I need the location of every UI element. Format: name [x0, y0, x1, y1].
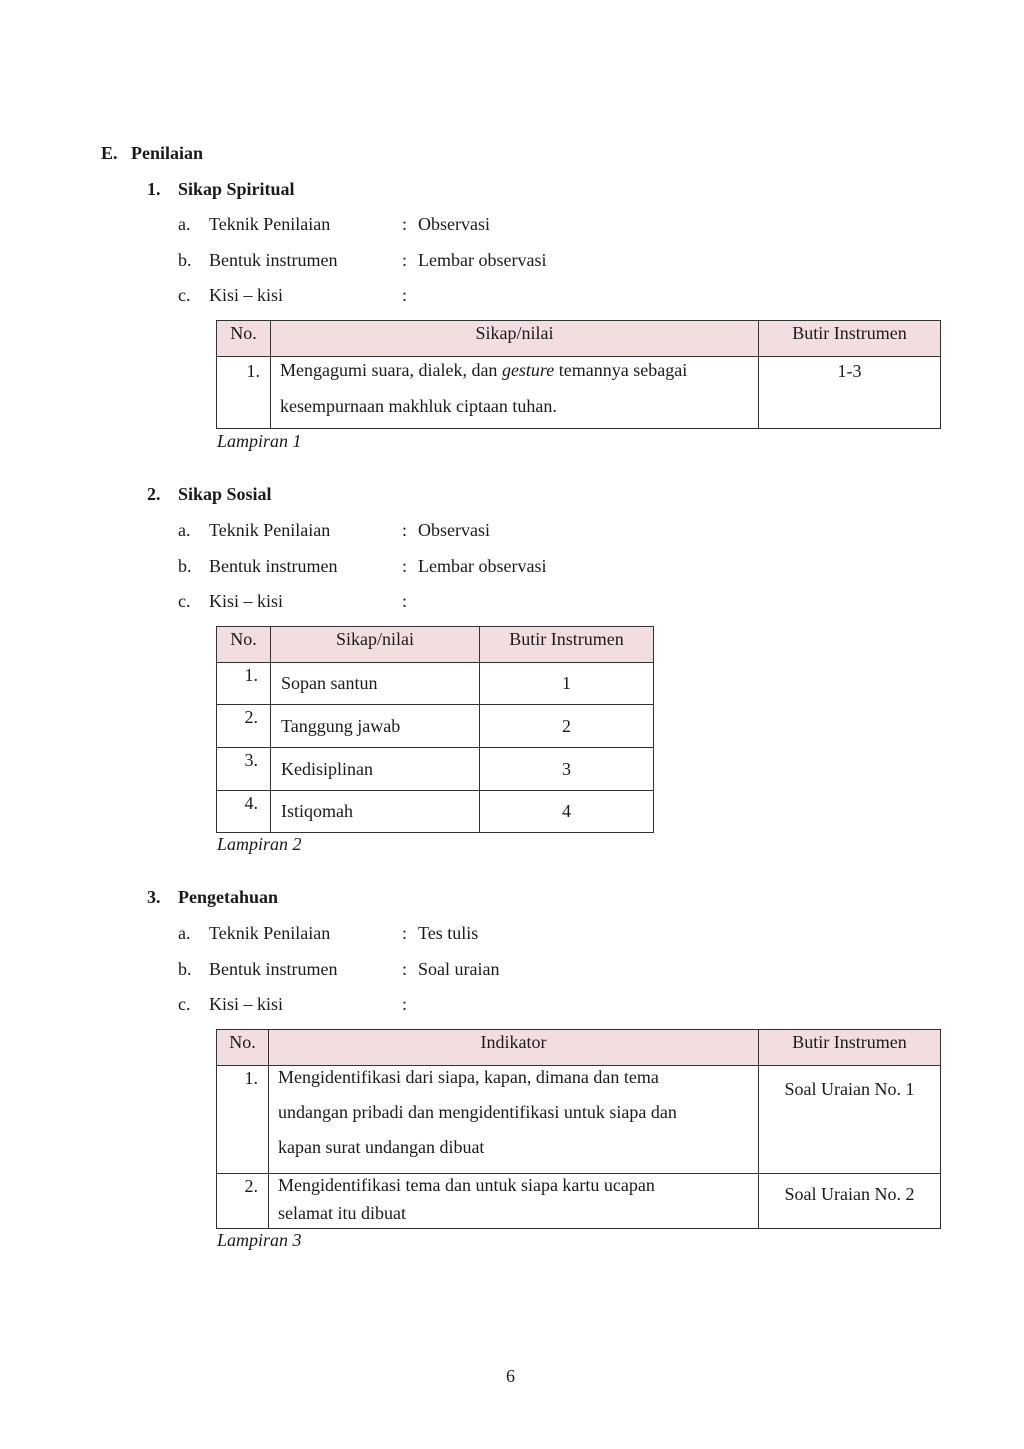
table-row: [217, 357, 941, 429]
sub1-item-b-value: Lembar observasi: [418, 250, 547, 270]
sub3-r1-line3: kapan surat undangan dibuat: [278, 1137, 485, 1157]
table-row: [217, 663, 654, 705]
sub3-caption: Lampiran 3: [217, 1230, 302, 1250]
table-row: [217, 1066, 941, 1174]
sub3-number: 3.: [147, 887, 161, 907]
sub1-item-a-letter: a.: [178, 214, 191, 234]
sub3-item-a-letter: a.: [178, 923, 191, 943]
sub2-item-b-label: Bentuk instrumen: [209, 556, 338, 576]
table-row: [217, 791, 654, 833]
section-title: Penilaian: [131, 143, 204, 163]
sub2-cell-no: 1.: [217, 663, 271, 705]
sub1-sikap-pre: Mengagumi suara, dialek, dan: [280, 360, 502, 380]
sub2-th-butir: Butir Instrumen: [480, 627, 654, 663]
sub1-item-b-colon: :: [402, 250, 408, 270]
sub2-caption: Lampiran 2: [217, 834, 302, 854]
sub2-item-c-label: Kisi – kisi: [209, 591, 284, 611]
sub1-table: [216, 320, 941, 429]
table-row: [217, 1174, 941, 1229]
sub3-r2-line2: selamat itu dibuat: [278, 1203, 406, 1223]
sub2-title: Sikap Sosial: [178, 484, 272, 504]
sub2-cell-sikap: Istiqomah: [271, 791, 480, 833]
sub2-item-c-colon: :: [402, 591, 408, 611]
sub3-item-a-label: Teknik Penilaian: [209, 923, 331, 943]
table-row: [217, 705, 654, 748]
sub2-item-a-value: Observasi: [418, 520, 490, 540]
sub3-item-a-value: Tes tulis: [418, 923, 479, 943]
sub3-r2-line1: Mengidentifikasi tema dan untuk siapa kartu ucapan: [278, 1175, 655, 1195]
sub2-item-a-colon: :: [402, 520, 408, 540]
sub1-item-a-label: Teknik Penilaian: [209, 214, 331, 234]
sub2-th-no: No.: [217, 627, 271, 663]
sub3-item-c-colon: :: [402, 994, 408, 1014]
sub3-cell-no: 1.: [217, 1066, 269, 1174]
sub1-item-b-letter: b.: [178, 250, 192, 270]
page-number: 6: [506, 1366, 515, 1386]
sub2-item-a-label: Teknik Penilaian: [209, 520, 331, 540]
sub3-th-butir: Butir Instrumen: [759, 1030, 941, 1066]
sub1-th-no: No.: [217, 321, 271, 357]
sub3-item-b-letter: b.: [178, 959, 192, 979]
sub3-cell-no: 2.: [217, 1174, 269, 1229]
sub1-item-c-label: Kisi – kisi: [209, 285, 284, 305]
sub3-item-b-value: Soal uraian: [418, 959, 500, 979]
sub1-th-sikap: Sikap/nilai: [271, 321, 759, 357]
sub1-sikap-line2: kesempurnaan makhluk ciptaan tuhan.: [280, 396, 557, 416]
sub3-item-b-colon: :: [402, 959, 408, 979]
sub2-table: [216, 626, 654, 833]
sub3-item-c-label: Kisi – kisi: [209, 994, 284, 1014]
sub1-caption: Lampiran 1: [217, 431, 302, 451]
sub1-title: Sikap Spiritual: [178, 179, 295, 199]
sub2-cell-sikap: Kedisiplinan: [271, 748, 480, 791]
sub2-cell-butir: 1: [480, 663, 654, 705]
sub3-th-no: No.: [217, 1030, 269, 1066]
table-row: [217, 748, 654, 791]
sub1-number: 1.: [147, 179, 161, 199]
sub2-item-b-value: Lembar observasi: [418, 556, 547, 576]
sub2-item-a-letter: a.: [178, 520, 191, 540]
sub1-cell-no: 1.: [217, 357, 271, 429]
sub2-item-b-colon: :: [402, 556, 408, 576]
sub3-cell-indikator: [269, 1174, 759, 1229]
sub3-item-b-label: Bentuk instrumen: [209, 959, 338, 979]
sub1-item-a-value: Observasi: [418, 214, 490, 234]
sub3-item-a-colon: :: [402, 923, 408, 943]
sub2-number: 2.: [147, 484, 161, 504]
sub2-cell-no: 4.: [217, 791, 271, 833]
sub3-r1-line2: undangan pribadi dan mengidentifikasi untuk siapa dan: [278, 1102, 677, 1122]
sub2-cell-sikap: Sopan santun: [271, 663, 480, 705]
sub1-item-c-letter: c.: [178, 285, 191, 305]
sub3-r1-line1: Mengidentifikasi dari siapa, kapan, dimana dan tema: [278, 1067, 659, 1087]
sub2-item-b-letter: b.: [178, 556, 192, 576]
sub2-cell-butir: 3: [480, 748, 654, 791]
sub3-th-indikator: Indikator: [269, 1030, 759, 1066]
sub2-cell-sikap: Tanggung jawab: [271, 705, 480, 748]
sub1-sikap-post: temannya sebagai: [554, 360, 688, 380]
sub3-title: Pengetahuan: [178, 887, 279, 907]
sub1-item-a-colon: :: [402, 214, 408, 234]
sub3-cell-indikator: [269, 1066, 759, 1174]
sub1-cell-butir: 1-3: [759, 357, 941, 429]
sub3-cell-butir: Soal Uraian No. 2: [759, 1174, 941, 1229]
sub1-cell-sikap: [271, 357, 759, 429]
sub1-sikap-em: gesture: [501, 360, 555, 380]
sub2-cell-no: 3.: [217, 748, 271, 791]
sub2-cell-butir: 4: [480, 791, 654, 833]
sub1-item-b-label: Bentuk instrumen: [209, 250, 338, 270]
sub2-item-c-letter: c.: [178, 591, 191, 611]
sub2-th-sikap: Sikap/nilai: [271, 627, 480, 663]
sub2-cell-butir: 2: [480, 705, 654, 748]
sub3-table: [216, 1029, 941, 1229]
section-letter: E.: [101, 143, 118, 163]
sub3-cell-butir: Soal Uraian No. 1: [759, 1066, 941, 1174]
sub1-th-butir: Butir Instrumen: [759, 321, 941, 357]
sub3-item-c-letter: c.: [178, 994, 191, 1014]
sub1-item-c-colon: :: [402, 285, 408, 305]
sub2-cell-no: 2.: [217, 705, 271, 748]
